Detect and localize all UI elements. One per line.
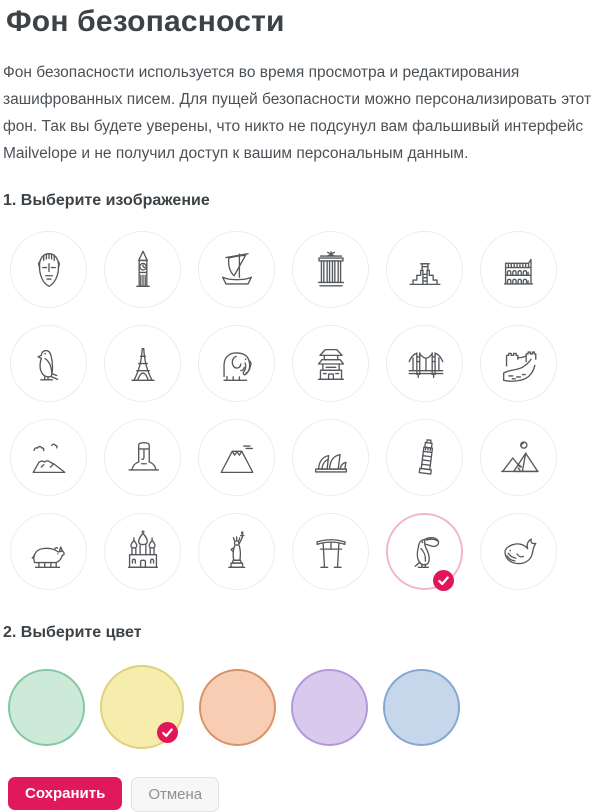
selected-check-badge	[433, 570, 454, 591]
moai-image-option[interactable]	[104, 419, 181, 496]
elephant-image-option[interactable]	[198, 325, 275, 402]
color-swatch-lavender[interactable]	[291, 669, 368, 746]
torii-gate-icon	[308, 529, 354, 575]
eiffel-tower-icon	[120, 341, 166, 387]
great-wall-image-option[interactable]	[480, 325, 557, 402]
statue-of-liberty-icon	[214, 529, 260, 575]
chichen-itza-image-option[interactable]	[386, 231, 463, 308]
eagle-icon	[26, 341, 72, 387]
big-ben-icon	[120, 247, 166, 293]
great-wall-icon	[496, 341, 542, 387]
color-swatch-salmon[interactable]	[199, 669, 276, 746]
statue-of-liberty-image-option[interactable]	[198, 513, 275, 590]
page-title: Фон безопасности	[6, 5, 285, 38]
brandenburg-gate-image-option[interactable]	[292, 231, 369, 308]
selected-check-badge	[157, 722, 178, 743]
color-swatch-mint-green[interactable]	[8, 669, 85, 746]
giza-pyramids-icon	[496, 435, 542, 481]
st-basils-cathedral-icon	[120, 529, 166, 575]
table-mountain-image-option[interactable]	[10, 419, 87, 496]
african-mask-icon	[26, 247, 72, 293]
table-mountain-icon	[26, 435, 72, 481]
mount-fuji-image-option[interactable]	[198, 419, 275, 496]
eagle-image-option[interactable]	[10, 325, 87, 402]
elephant-icon	[214, 341, 260, 387]
sydney-opera-house-icon	[308, 435, 354, 481]
giza-pyramids-image-option[interactable]	[480, 419, 557, 496]
golden-gate-bridge-image-option[interactable]	[386, 325, 463, 402]
cancel-button[interactable]: Отмена	[131, 777, 219, 812]
toucan-icon	[402, 529, 448, 575]
african-mask-image-option[interactable]	[10, 231, 87, 308]
page-description: Фон безопасности используется во время просмотра и редактирования зашифрованных писем. Для пущей безопасности можно персонализировать этот фон. Так вы будете уверены, что никто не подсунул вам фальшивый интерфейс Mailvelope и не получил доступ к вашим персональным данным.	[3, 64, 592, 162]
color-row	[8, 665, 611, 749]
golden-gate-bridge-icon	[402, 341, 448, 387]
mount-fuji-icon	[214, 435, 260, 481]
brandenburg-gate-icon	[308, 247, 354, 293]
moai-icon	[120, 435, 166, 481]
whale-image-option[interactable]	[480, 513, 557, 590]
color-swatch-yellow[interactable]	[100, 665, 184, 749]
save-button[interactable]: Сохранить	[8, 777, 122, 810]
colosseum-image-option[interactable]	[480, 231, 557, 308]
st-basils-cathedral-image-option[interactable]	[104, 513, 181, 590]
sailing-ship-icon	[214, 247, 260, 293]
leaning-tower-pisa-image-option[interactable]	[386, 419, 463, 496]
leaning-tower-pisa-icon	[402, 435, 448, 481]
sailing-ship-image-option[interactable]	[198, 231, 275, 308]
image-grid	[10, 231, 557, 590]
color-swatch-blue[interactable]	[383, 669, 460, 746]
section-color-heading: 2. Выберите цвет	[3, 624, 142, 641]
japanese-castle-image-option[interactable]	[292, 325, 369, 402]
chichen-itza-icon	[402, 247, 448, 293]
rhinoceros-icon	[26, 529, 72, 575]
torii-gate-image-option[interactable]	[292, 513, 369, 590]
japanese-castle-icon	[308, 341, 354, 387]
section-image-heading: 1. Выберите изображение	[3, 192, 210, 209]
colosseum-icon	[496, 247, 542, 293]
rhinoceros-image-option[interactable]	[10, 513, 87, 590]
eiffel-tower-image-option[interactable]	[104, 325, 181, 402]
big-ben-image-option[interactable]	[104, 231, 181, 308]
sydney-opera-house-image-option[interactable]	[292, 419, 369, 496]
toucan-image-option[interactable]	[386, 513, 463, 590]
actions	[8, 777, 611, 812]
whale-icon	[496, 529, 542, 575]
